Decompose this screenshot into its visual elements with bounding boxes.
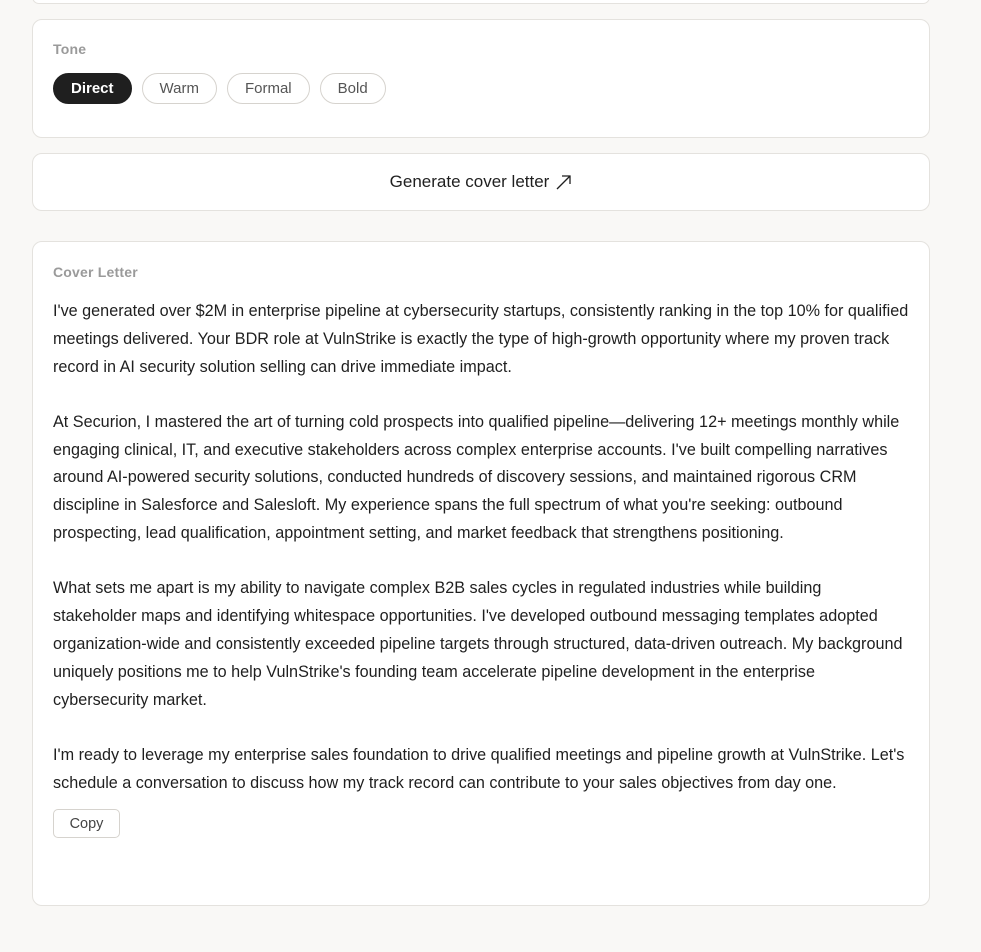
tone-option-formal[interactable]: Formal [227, 73, 310, 104]
tone-option-bold[interactable]: Bold [320, 73, 386, 104]
letter-paragraph: I'm ready to leverage my enterprise sales foundation to drive qualified meetings and pipeline growth at VulnStrike. Let's schedule a conversation to discuss how my track record can contribute to your sales objectives from day one. [53, 745, 905, 792]
tone-options [53, 73, 909, 104]
tone-option-warm[interactable]: Warm [142, 73, 217, 104]
previous-card [32, 0, 930, 4]
tone-label: Tone [53, 41, 87, 57]
letter-paragraph: What sets me apart is my ability to navigate complex B2B sales cycles in regulated industries while building stakeholder maps and identifying whitespace opportunities. I've developed outbound messaging templates adopted organization-wide and consistently exceeded pipeline targets through structured, data-driven outreach. My background uniquely positions me to help VulnStrike's founding team accelerate pipeline development in the enterprise cybersecurity market. [53, 579, 903, 709]
generate-button-label: Generate cover letter [389, 172, 550, 191]
cover-letter-label: Cover Letter [53, 264, 138, 280]
letter-paragraph: At Securion, I mastered the art of turning cold prospects into qualified pipeline—delivering 12+ meetings monthly while engaging clinical, IT, and executive stakeholders across complex enterprise accounts. I've built compelling narratives around AI-powered security solutions, conducted hundreds of discovery sessions, and maintained rigorous CRM discipline in Salesforce and Salesloft. My experience spans the full spectrum of what you're seeking: outbound prospecting, lead qualification, appointment setting, and market feedback that strengthens positioning. [53, 412, 900, 543]
tone-option-direct[interactable]: Direct [53, 73, 132, 104]
letter-paragraph: I've generated over $2M in enterprise pipeline at cybersecurity startups, consistently ranking in the top 10% for qualified meetings delivered. Your BDR role at VulnStrike is exactly the type of high-growth opportunity where my proven track record in AI security solution selling can drive immediate impact. [53, 302, 909, 376]
tone-card [32, 19, 930, 138]
cover-letter-card [32, 241, 930, 906]
generate-cover-letter-button[interactable] [32, 153, 930, 211]
copy-button[interactable]: Copy [53, 809, 120, 838]
cover-letter-body [53, 298, 909, 797]
arrow-up-right-icon [555, 174, 572, 191]
